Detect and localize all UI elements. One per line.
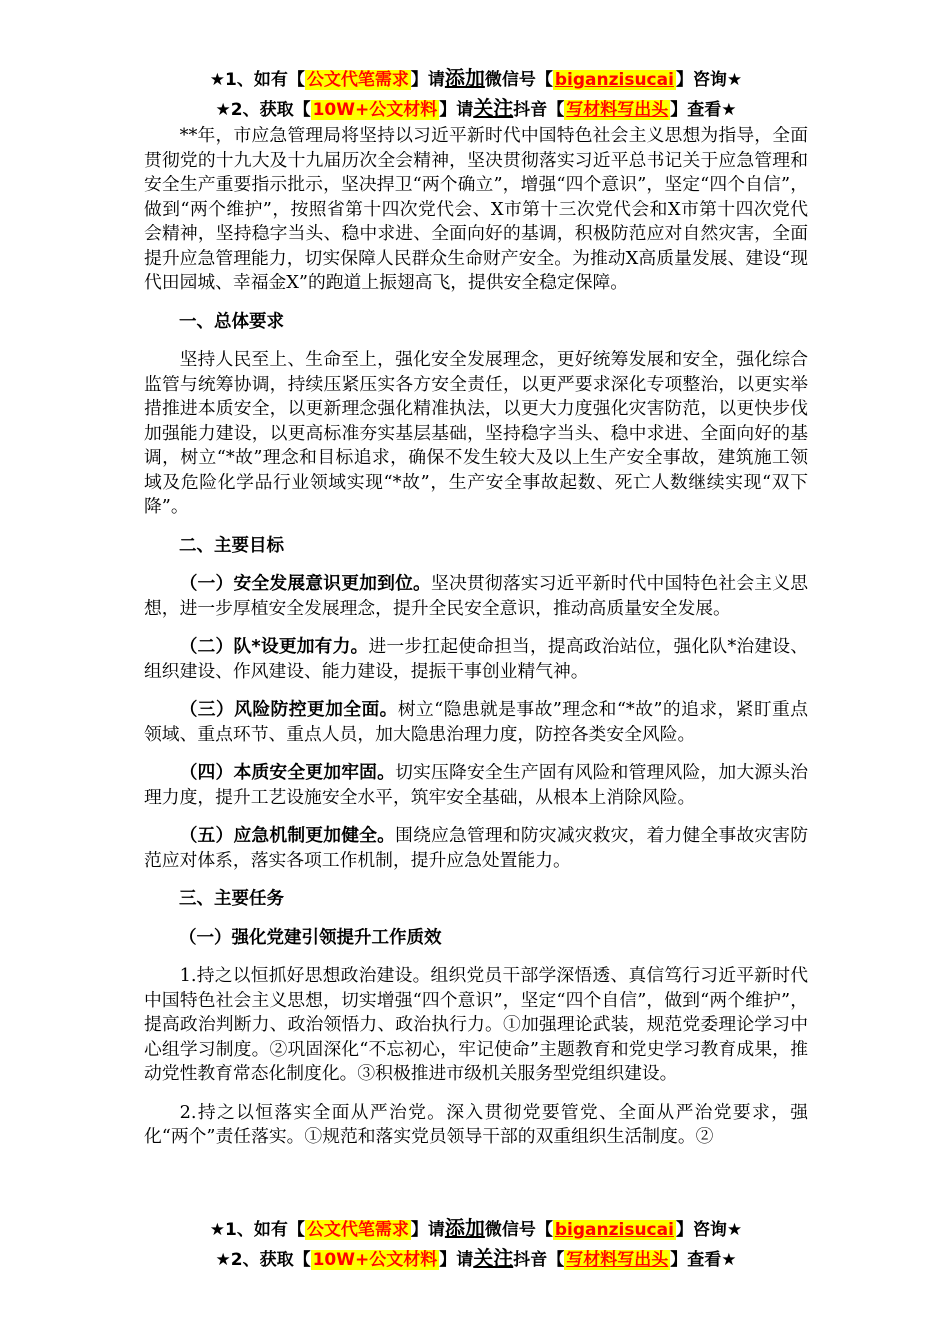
section-heading-3: 三、主要任务 bbox=[179, 889, 284, 909]
highlight-materials: 10W+公文材料 bbox=[312, 1250, 438, 1270]
goal-item-5: （五）应急机制更加健全。围绕应急管理和防灾减灾救灾，着力健全事故灾害防范应对体系，落实各项工作机制，提升应急处置能力。 bbox=[144, 825, 808, 871]
top-banner-line-2: ★2、获取【 10W+公文材料 】请关注抖音【 写材料写出头 】查看★ bbox=[215, 96, 737, 120]
bottom-banner-line-2: ★2、获取【 10W+公文材料 】请关注抖音【 写材料写出头 】查看★ bbox=[215, 1246, 737, 1270]
highlight-service: 公文代笔需求 bbox=[306, 1220, 409, 1240]
intro-paragraph: **年，市应急管理局将坚持以习近平新时代中国特色社会主义思想为指导，全面贯彻党的十九大及十九届历次全会精神，坚决贯彻落实习近平总书记关于应急管理和安全生产重要指示批示，坚决捍卫“两个确立”，增强“四个意识”，坚定“四个自信”，做到“两个维护”，按照省第十四次党代会、X市第十三次党代会和X市第十四次党代会精神，坚持稳字当头、稳中求进、全面向好的基调，积极防范应对自然灾害，全面提升应急管理能力，切实保障人民群众生命财产安全。为推动X高质量发展、建设“现代田园城、幸福金X”的跑道上振翅高飞，提供安全稳定保障。 bbox=[144, 125, 808, 293]
highlight-douyin: 写材料写出头 bbox=[566, 1250, 669, 1270]
task-paragraph-2: 2.持之以恒落实全面从严治党。深入贯彻党要管党、全面从严治党要求，强化“两个”责任落实。①规范和落实党员领导干部的双重组织生活制度。② bbox=[144, 1101, 808, 1147]
goal-item-1: （一）安全发展意识更加到位。坚决贯彻落实习近平新时代中国特色社会主义思想，进一步厚植安全发展理念，提升全民安全意识，推动高质量安全发展。 bbox=[144, 573, 808, 619]
highlight-wechat-id: biganzisucai bbox=[554, 70, 674, 90]
goal-item-2: （二）队*设更加有力。进一步扛起使命担当，提高政治站位，强化队*治建设、组织建设、作风建设、能力建设，提振干事创业精气神。 bbox=[144, 636, 808, 682]
highlight-wechat-id: biganzisucai bbox=[554, 1220, 674, 1240]
section-heading-2: 二、主要目标 bbox=[179, 535, 284, 556]
section-1-body: 坚持人民至上、生命至上，强化安全发展理念，更好统筹发展和安全，强化综合监管与统筹协调，持续压紧压实各方安全责任，以更严要求深化专项整治，以更实举措推进本质安全，以更新理念强化精准执法，以更大力度强化灾害防范，以更快步伐加强能力建设，以更高标准夯实基层基础，坚持稳字当头、稳中求进、全面向好的基调，树立“*故”理念和目标追求，确保不发生较大及以上生产安全事故，建筑施工领域及危险化学品行业领域实现“*故”，生产安全事故起数、死亡人数继续实现“双下降”。 bbox=[144, 349, 808, 517]
bottom-banner-line-1: ★1、如有【 公文代笔需求 】请添加微信号【 biganzisucai 】咨询★ bbox=[209, 1216, 743, 1240]
bottom-banner bbox=[144, 1214, 808, 1274]
highlight-materials: 10W+公文材料 bbox=[312, 100, 438, 120]
document-page bbox=[144, 64, 808, 1150]
section-heading-1: 一、总体要求 bbox=[179, 311, 284, 332]
highlight-douyin: 写材料写出头 bbox=[566, 100, 669, 120]
goal-item-4: （四）本质安全更加牢固。切实压降安全生产固有风险和管理风险，加大源头治理力度，提升工艺设施安全水平，筑牢安全基础，从根本上消除风险。 bbox=[144, 762, 808, 808]
goal-item-3: （三）风险防控更加全面。树立“隐患就是事故”理念和“*故”的追求，紧盯重点领域、重点环节、重点人员，加大隐患治理力度，防控各类安全风险。 bbox=[144, 699, 808, 745]
top-banner-line-1: ★1、如有【 公文代笔需求 】请添加微信号【 biganzisucai 】咨询★ bbox=[209, 66, 743, 90]
highlight-service: 公文代笔需求 bbox=[306, 70, 409, 90]
task-paragraph-1: 1.持之以恒抓好思想政治建设。组织党员干部学深悟透、真信笃行习近平新时代中国特色社会主义思想，切实增强“四个意识”，坚定“四个自信”，做到“两个维护”，提高政治判断力、政治领悟力、政治执行力。①加强理论武装，规范党委理论学习中心组学习制度。②巩固深化“不忘初心，牢记使命”主题教育和党史学习教育成果，推动党性教育常态化制度化。③积极推进市级机关服务型党组织建设。 bbox=[144, 965, 808, 1084]
subsection-heading-1: （一）强化党建引领提升工作质效 bbox=[179, 927, 442, 948]
